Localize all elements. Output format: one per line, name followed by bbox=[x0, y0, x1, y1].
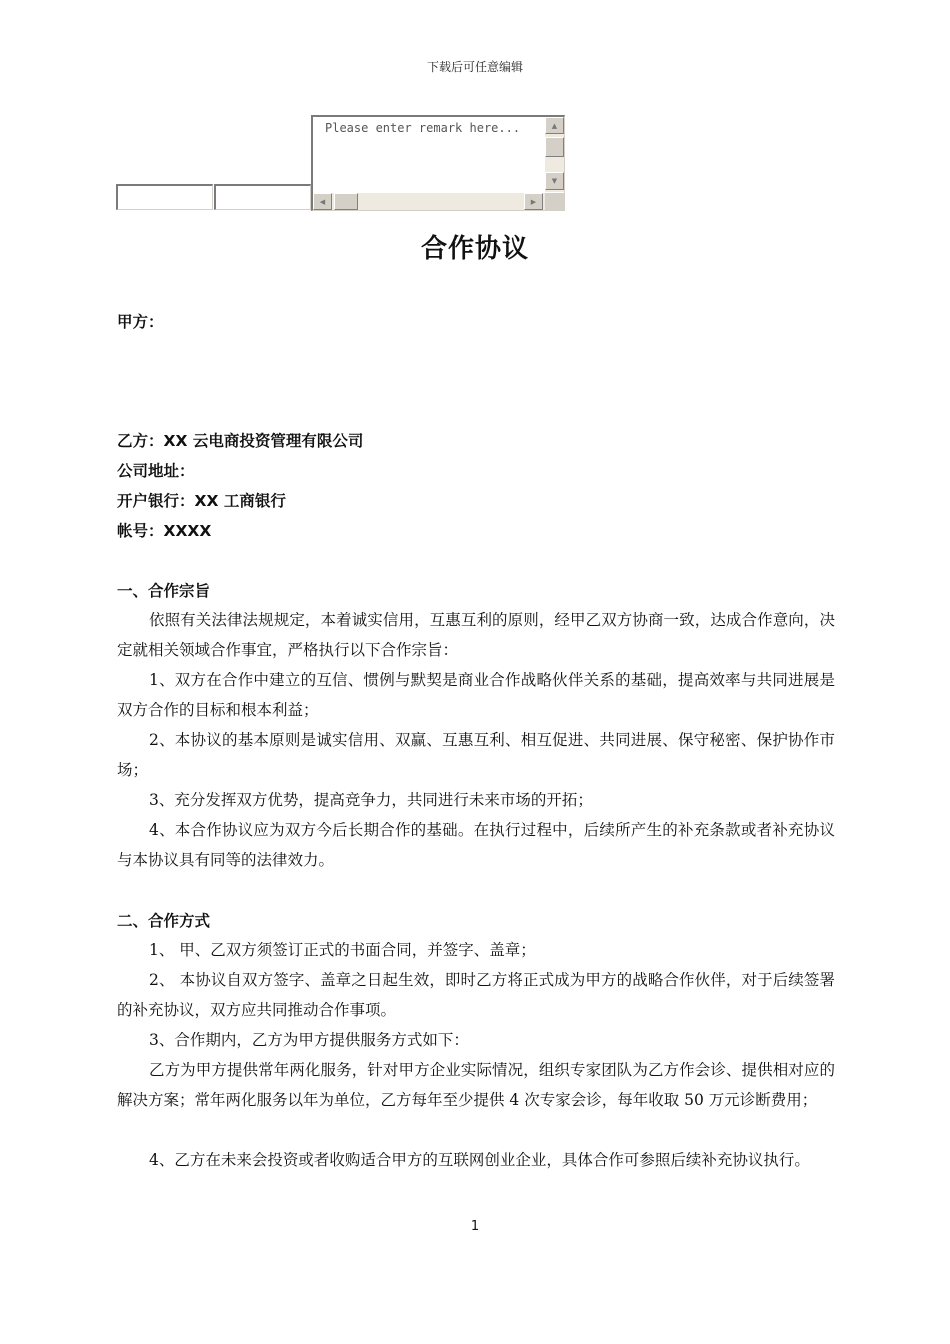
bank-value: XX 工商银行 bbox=[194, 492, 286, 510]
section1-item-2: 2、本协议的基本原则是诚实信用、双赢、互惠互利、相互促进、共同进展、保守秘密、保护协作市场； bbox=[117, 731, 835, 779]
section2-heading: 二、合作方式 bbox=[117, 912, 211, 930]
scroll-thumb[interactable] bbox=[545, 137, 564, 157]
section2-item-3: 3、合作期内，乙方为甲方提供服务方式如下： bbox=[149, 1031, 469, 1049]
scroll-left-icon[interactable]: ◀ bbox=[313, 193, 332, 210]
account-value: XXXX bbox=[163, 522, 212, 540]
account-label: 帐号： bbox=[117, 522, 164, 540]
section2-item-4: 4、乙方在未来会投资或者收购适合甲方的互联网创业企业，具体合作可参照后续补充协议执行。 bbox=[149, 1151, 810, 1169]
party-b-value: XX 云电商投资管理有限公司 bbox=[163, 432, 364, 450]
section1-item-3: 3、充分发挥双方优势，提高竞争力，共同进行未来市场的开拓； bbox=[149, 791, 593, 809]
bank-line bbox=[117, 491, 286, 511]
scroll-right-icon[interactable]: ▶ bbox=[524, 193, 543, 210]
party-a-label: 甲方： bbox=[117, 313, 164, 331]
party-b-label: 乙方： bbox=[117, 432, 164, 450]
vertical-scrollbar[interactable] bbox=[545, 117, 564, 192]
scroll-up-icon[interactable]: ▲ bbox=[545, 117, 564, 134]
scroll-down-icon[interactable]: ▼ bbox=[545, 172, 564, 190]
form-field-2[interactable] bbox=[214, 184, 311, 210]
account-line bbox=[117, 521, 211, 541]
hscroll-thumb[interactable] bbox=[334, 193, 358, 210]
scroll-corner bbox=[545, 193, 564, 210]
document-title: 合作协议 bbox=[420, 234, 529, 264]
section1-item-4: 4、本合作协议应为双方今后长期合作的基础。在执行过程中，后续所产生的补充条款或者补充协议与本协议具有同等的法律效力。 bbox=[117, 821, 835, 869]
section2-item-2: 2、 本协议自双方签字、盖章之日起生效，即时乙方将正式成为甲方的战略合作伙伴，对于后续签署的补充协议，双方应共同推动合作事项。 bbox=[117, 971, 835, 1019]
bank-label: 开户银行： bbox=[117, 492, 195, 510]
address-label: 公司地址： bbox=[117, 462, 195, 480]
section1-heading: 一、合作宗旨 bbox=[117, 582, 211, 600]
page-number: 1 bbox=[470, 1219, 480, 1234]
header-note: 下载后可任意编辑 bbox=[426, 60, 523, 74]
form-field-1[interactable] bbox=[116, 184, 213, 210]
remark-placeholder: Please enter remark here... bbox=[325, 121, 521, 135]
section2-item-1: 1、 甲、乙双方须签订正式的书面合同，并签字、盖章； bbox=[149, 941, 536, 959]
horizontal-scrollbar[interactable] bbox=[313, 193, 546, 210]
section1-intro: 依照有关法律法规规定，本着诚实信用，互惠互利的原则，经甲乙双方协商一致，达成合作意向，决定就相关领域合作事宜，严格执行以下合作宗旨： bbox=[117, 611, 835, 659]
party-b-line bbox=[117, 431, 363, 451]
remark-textarea[interactable] bbox=[311, 115, 565, 211]
section2-item-3-detail: 乙方为甲方提供常年两化服务，针对甲方企业实际情况，组织专家团队为乙方作会诊、提供相对应的解决方案；常年两化服务以年为单位，乙方每年至少提供 4 次专家会诊，每年收取 50 万元诊断费用； bbox=[117, 1061, 835, 1109]
section1-item-1: 1、双方在合作中建立的互信、惯例与默契是商业合作战略伙伴关系的基础，提高效率与共同进展是双方合作的目标和根本利益； bbox=[117, 671, 835, 719]
